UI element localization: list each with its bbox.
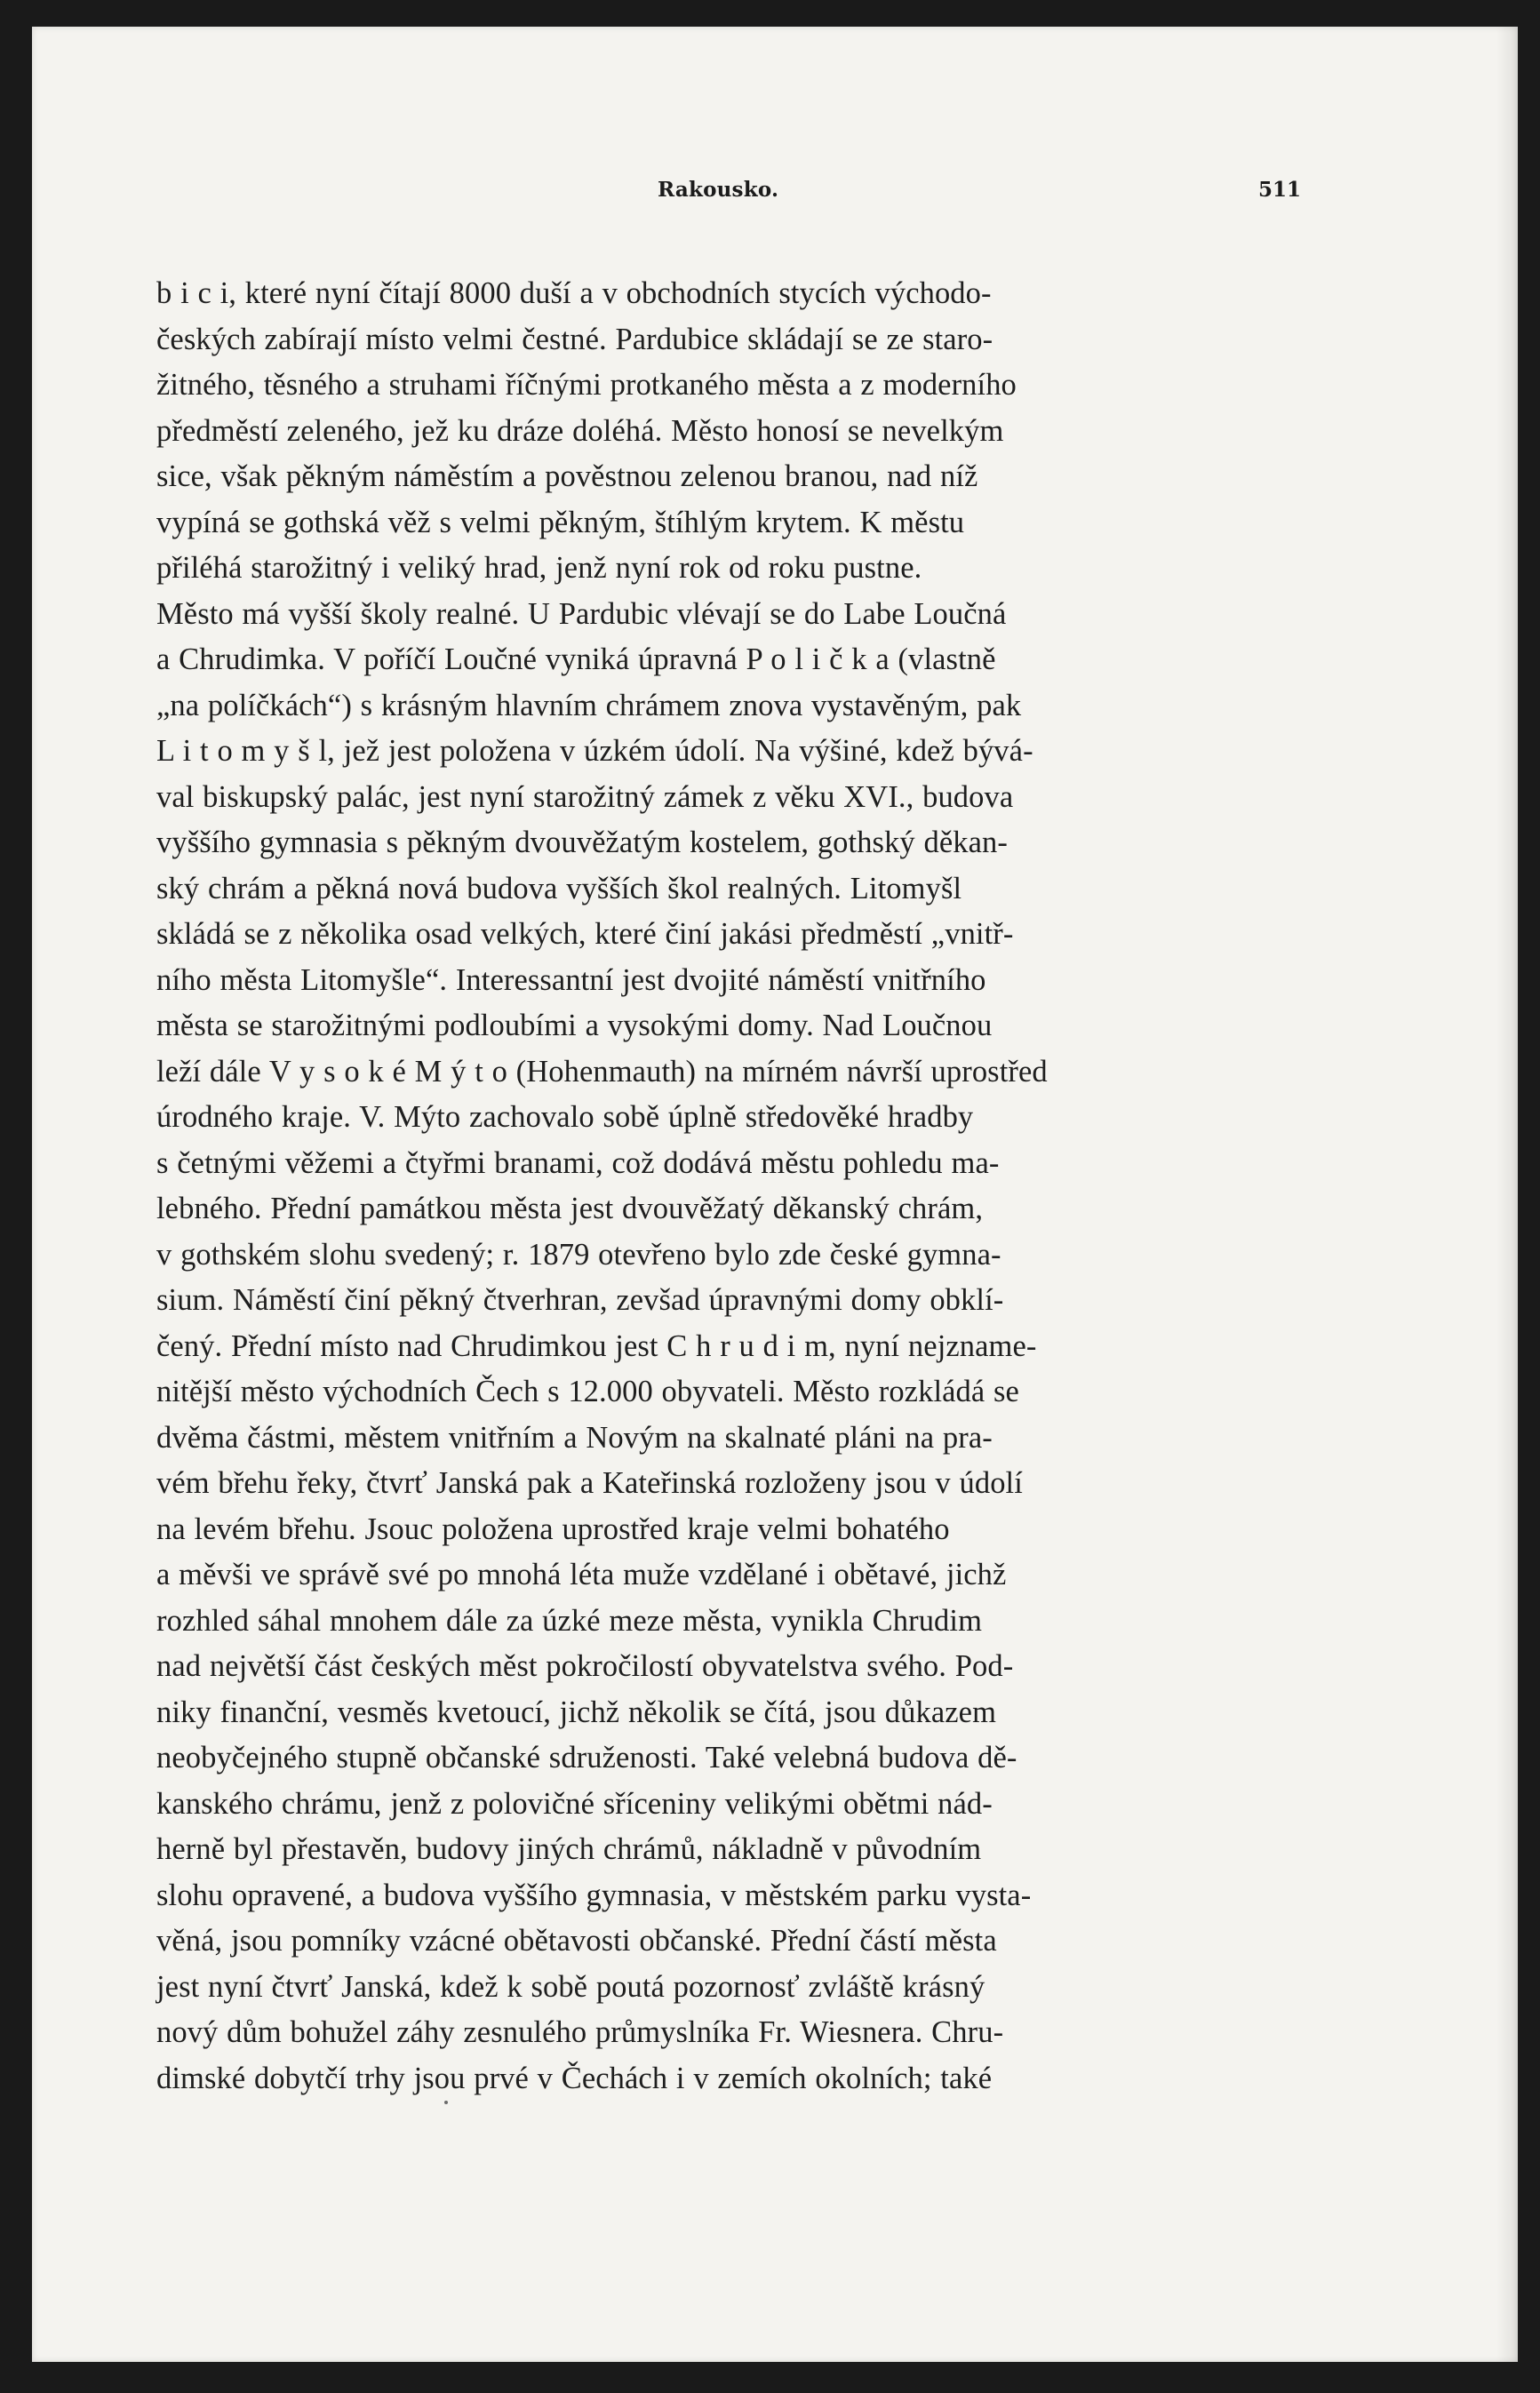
text-line: ský chrám a pěkná nová budova vyšších škol realných. Litomyšl	[156, 871, 962, 905]
text-line: nitější město východních Čech s 12.000 obyvateli. Město rozkládá se	[156, 1375, 1019, 1408]
text-line: „na políčkách“) s krásným hlavním chrámem znova vystavěným, pak	[156, 688, 1022, 722]
text-line: českých zabírají místo velmi čestné. Pardubice skládají se ze staro-	[156, 322, 993, 356]
text-line: předměstí zeleného, jež ku dráze doléhá. Město honosí se nevelkým	[156, 413, 1004, 448]
text-line: a Chrudimka. V poříčí Loučné vyniká úpravná P o l i č k a (vlastně	[156, 642, 996, 676]
text-line: úrodného kraje. V. Mýto zachovalo sobě úplně středověké hradby	[156, 1100, 974, 1134]
text-line: vypíná se gothská věž s velmi pěkným, štíhlým krytem. K městu	[156, 505, 965, 539]
text-line: nový dům bohužel záhy zesnulého průmyslníka Fr. Wiesnera. Chru-	[156, 2015, 1004, 2049]
text-line: v gothském slohu svedený; r. 1879 otevřeno bylo zde české gymna-	[156, 1237, 1001, 1272]
text-line: nad největší část českých měst pokročilostí obyvatelstva svého. Pod-	[156, 1649, 1014, 1683]
running-head-title: Rakousko.	[658, 178, 779, 202]
text-line: vém břehu řeky, čtvrť Janská pak a Kateřinská rozloženy jsou v údolí	[156, 1466, 1023, 1500]
text-line: b i c i, které nyní čítají 8000 duší a v obchodních stycích východo-	[156, 276, 992, 310]
body-text	[156, 271, 1344, 2102]
text-line: přiléhá starožitný i veliký hrad, jenž nyní rok od roku pustne.	[156, 551, 922, 585]
page-number: 511	[1258, 178, 1302, 202]
text-line: sice, však pěkným náměstím a pověstnou zelenou branou, nad níž	[156, 459, 978, 493]
text-line: jest nyní čtvrť Janská, kdež k sobě poutá pozornosť zvláště krásný	[156, 1969, 985, 2004]
text-line: rozhled sáhal mnohem dále za úzké meze města, vynikla Chrudim	[156, 1603, 983, 1638]
text-line: a měvši ve správě své po mnohá léta muže vzdělané i obětavé, jichž	[156, 1558, 1007, 1591]
text-line: vyššího gymnasia s pěkným dvouvěžatým kostelem, gothský děkan-	[156, 826, 1008, 859]
text-line: věná, jsou pomníky vzácné obětavosti občanské. Přední částí města	[156, 1924, 997, 1958]
text-line: herně byl přestavěn, budovy jiných chrámů, nákladně v původním	[156, 1832, 982, 1866]
text-line: ního města Litomyšle“. Interessantní jest dvojité náměstí vnitřního	[156, 962, 986, 997]
text-line: kanského chrámu, jenž z polovičné sříceniny velikými obětmi nád-	[156, 1786, 993, 1821]
text-line: s četnými věžemi a čtyřmi branami, což dodává městu pohledu ma-	[156, 1145, 1000, 1180]
page-edge-shadow	[1496, 27, 1518, 2362]
text-line: slohu opravené, a budova vyššího gymnasia, v městském parku vysta-	[156, 1878, 1032, 1912]
text-line: čený. Přední místo nad Chrudimkou jest C h r u d i m, nyní nejzname-	[156, 1328, 1037, 1363]
text-line: Město má vyšší školy realné. U Pardubic vlévají se do Labe Loučná	[156, 596, 1007, 631]
text-line: lebného. Přední památkou města jest dvouvěžatý děkanský chrám,	[156, 1192, 984, 1225]
text-line: skládá se z několika osad velkých, které činí jakási předměstí „vnitř-	[156, 917, 1014, 951]
text-line: L i t o m y š l, jež jest položena v úzkém údolí. Na výšiné, kdež bývá-	[156, 734, 1033, 768]
text-line: leží dále V y s o k é M ý t o (Hohenmauth) na mírném návrší uprostřed	[156, 1054, 1048, 1089]
text-line: niky finanční, vesměs kvetoucí, jichž několik se čítá, jsou důkazem	[156, 1695, 997, 1729]
text-line: sium. Náměstí činí pěkný čtverhran, zevšad úpravnými domy obklí-	[156, 1283, 1004, 1317]
text-line: města se starožitnými podloubími a vysokými domy. Nad Loučnou	[156, 1009, 993, 1042]
text-line: žitného, těsného a struhami říčnými protkaného města a z moderního	[156, 368, 1017, 402]
text-line: dimské dobytčí trhy jsou prvé v Čechách i v zemích okolních; také	[156, 2061, 993, 2095]
book-page	[32, 27, 1518, 2362]
ink-speck	[444, 2101, 448, 2104]
text-line: na levém břehu. Jsouc položena uprostřed kraje velmi bohatého	[156, 1512, 950, 1546]
text-line: neobyčejného stupně občanské sdruženosti. Také velebná budova dě-	[156, 1741, 1017, 1775]
text-line: val biskupský palác, jest nyní starožitný zámek z věku XVI., budova	[156, 779, 1014, 814]
text-line: dvěma částmi, městem vnitřním a Novým na skalnaté pláni na pra-	[156, 1420, 993, 1455]
